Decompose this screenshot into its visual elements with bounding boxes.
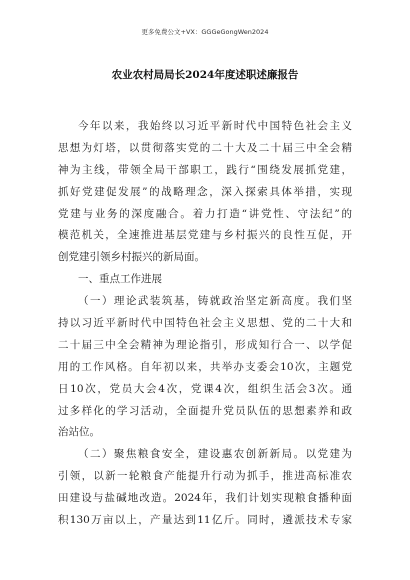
- paragraph-intro: [58, 116, 352, 269]
- text-line: 日10次，党员大会4次，党课4次，组织生活会3次。通: [58, 382, 352, 395]
- section-heading: [58, 269, 352, 291]
- text-line: 田建设与盐碱地改造。2024年，我们计划实现粮食播种面: [58, 492, 352, 505]
- document-body: [58, 116, 352, 532]
- text-line: 今年以来，我始终以习近平新时代中国特色社会主义: [78, 120, 352, 132]
- header-note: 更多免费公文+VX：GGGeGongWen2024: [141, 28, 269, 36]
- paragraph-theory: [58, 291, 352, 444]
- text-line: 持以习近平新时代中国特色社会主义思想、党的二十大和: [58, 317, 352, 330]
- paragraph-food-security: [58, 444, 352, 532]
- text-line: 积130万亩以上，产量达到11亿斤。同时，遴派技术专家: [58, 514, 352, 527]
- text-line: （二）聚焦粮食安全，建设惠农创新新局。以党建为: [78, 448, 352, 461]
- document-title: 农业农村局局长2024年度述职述廉报告: [111, 69, 299, 81]
- text-line: 神为主线，带领全局干部职工，践行“围绕发展抓党建，: [58, 163, 352, 176]
- text-line: 模范机关，全速推进基层党建与乡村振兴的良性互促，开: [58, 229, 352, 242]
- text-line: 抓好党建促发展”的战略理念，深入探索具体举措，实现: [58, 185, 352, 198]
- text-line: 思想为灯塔，以贯彻落实党的二十大及二十届三中全会精: [58, 141, 352, 154]
- text-line: 二十届三中全会精神为理论指引，形成知行合一、以学促: [58, 338, 352, 351]
- text-line: （一）理论武装筑基，铸就政治坚定新高度。我们坚: [78, 295, 352, 308]
- text-line: 一、重点工作进展: [78, 273, 162, 286]
- text-line: 党建与业务的深度融合。着力打造“讲党性、守法纪”的: [58, 207, 352, 220]
- text-line: 治站位。: [58, 426, 100, 439]
- text-line: 过多样化的学习活动，全面提升党员队伍的思想素养和政: [58, 404, 352, 417]
- text-line: 引领，以新一轮粮食产能提升行动为抓手，推进高标准农: [58, 470, 352, 483]
- text-line: 用的工作风格。自年初以来，共举办支委会10次，主题党: [58, 360, 352, 373]
- text-line: 创党建引领乡村振兴的新局面。: [58, 251, 205, 264]
